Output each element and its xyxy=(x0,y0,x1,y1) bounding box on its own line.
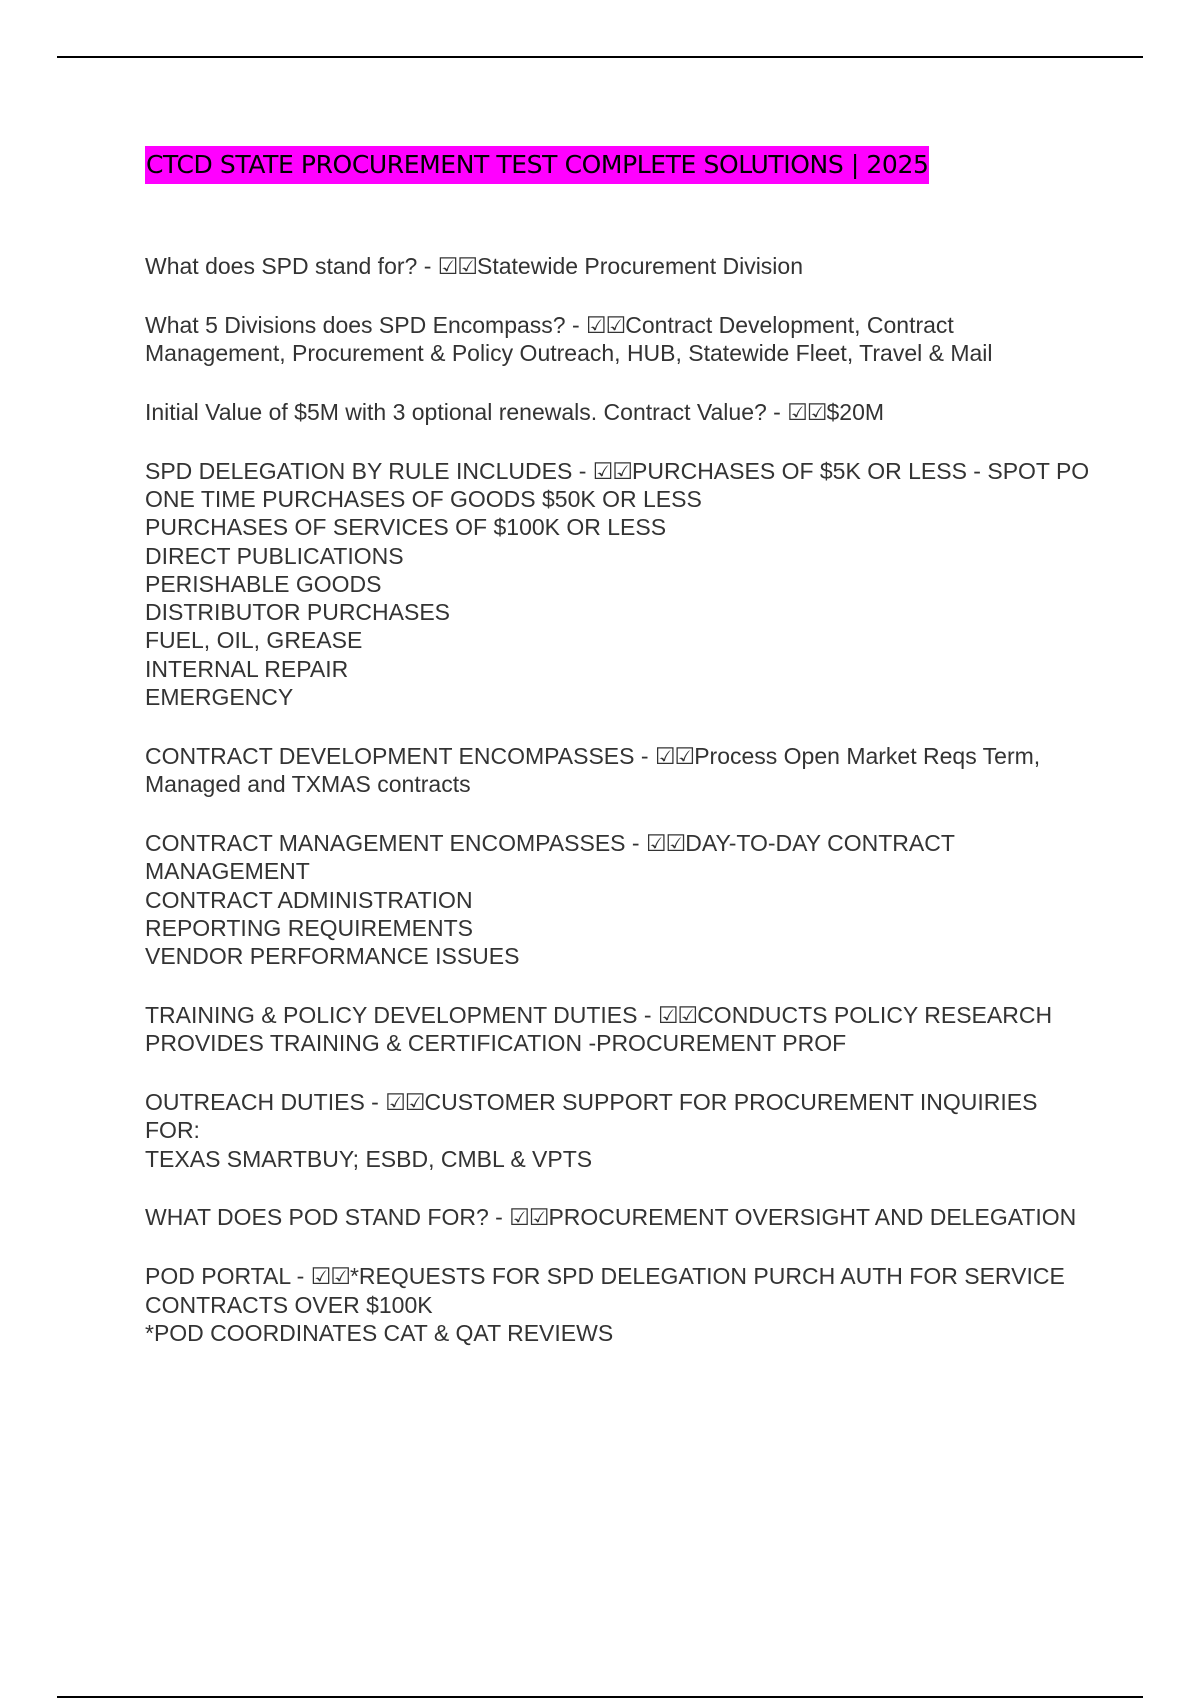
answer-text: Contract Development, Contract Management, Procurement & Policy Outreach, HUB, Statewide Fleet, Travel & Mail xyxy=(145,311,993,367)
checkmark-icon: ☑☑ xyxy=(310,1263,350,1290)
qa-answer-line xyxy=(145,886,1095,914)
qa-item xyxy=(145,1001,1095,1058)
qa-item xyxy=(145,742,1095,799)
qa-item xyxy=(145,252,1095,280)
qa-answer-line xyxy=(145,626,1095,654)
qa-line-first: SPD DELEGATION BY RULE INCLUDES - ☑☑PURCHASES OF $5K OR LESS - SPOT PO xyxy=(145,457,1090,484)
question-text: POD PORTAL xyxy=(145,1263,291,1290)
question-text: CONTRACT DEVELOPMENT ENCOMPASSES xyxy=(145,742,635,769)
question-text: What does SPD stand for? xyxy=(145,253,418,279)
answer-text: TEXAS SMARTBUY; ESBD, CMBL & VPTS xyxy=(145,1145,593,1172)
qa-item xyxy=(145,829,1095,970)
document-title: CTCD STATE PROCUREMENT TEST COMPLETE SOLUTIONS | 2025 xyxy=(145,146,929,184)
answer-text: Statewide Procurement Division xyxy=(477,253,803,279)
answer-text: DAY-TO-DAY CONTRACT MANAGEMENT xyxy=(145,829,955,885)
qa-item xyxy=(145,1203,1095,1231)
answer-text: *POD COORDINATES CAT & QAT REVIEWS xyxy=(145,1319,614,1346)
checkmark-icon: ☑☑ xyxy=(509,1204,549,1231)
qa-line-first: What 5 Divisions does SPD Encompass? - ☑☑Contract Development, Contract Management, Procurement & Policy Outreach, HUB, Statewide Fleet, Travel & Mail xyxy=(145,311,993,367)
qa-line-first: What does SPD stand for? - ☑☑Statewide Procurement Division xyxy=(145,253,803,279)
checkmark-icon: ☑☑ xyxy=(645,829,686,856)
qa-line-first: POD PORTAL - ☑☑*REQUESTS FOR SPD DELEGATION PURCH AUTH FOR SERVICE CONTRACTS OVER $100K xyxy=(145,1263,1065,1318)
qa-item xyxy=(145,1262,1095,1347)
answer-text: DISTRIBUTOR PURCHASES xyxy=(145,599,451,626)
qa-answer-line xyxy=(145,683,1095,711)
answer-text: PERISHABLE GOODS xyxy=(145,570,382,597)
qa-line-first: OUTREACH DUTIES - ☑☑CUSTOMER SUPPORT FOR PROCUREMENT INQUIRIES FOR: xyxy=(145,1089,1038,1144)
answer-text: PURCHASES OF SERVICES OF $100K OR LESS xyxy=(145,514,667,541)
qa-answer-line xyxy=(145,485,1095,513)
qa-answer-line xyxy=(145,598,1095,626)
answer-text: FUEL, OIL, GREASE xyxy=(145,627,363,654)
page-bottom-rule xyxy=(57,1696,1143,1698)
qa-line-first: CONTRACT DEVELOPMENT ENCOMPASSES - ☑☑Process Open Market Reqs Term, Managed and TXMAS contracts xyxy=(145,742,1041,798)
answer-text: CONDUCTS POLICY RESEARCH xyxy=(697,1001,1053,1028)
qa-answer-line xyxy=(145,942,1095,970)
answer-text: *REQUESTS FOR SPD DELEGATION PURCH AUTH FOR SERVICE CONTRACTS OVER $100K xyxy=(145,1263,1065,1318)
qa-answer-line xyxy=(145,1029,1095,1057)
question-text: What 5 Divisions does SPD Encompass? xyxy=(145,311,566,338)
qa-answer-line xyxy=(145,542,1095,570)
answer-text: VENDOR PERFORMANCE ISSUES xyxy=(145,943,520,970)
page-top-rule xyxy=(57,56,1143,58)
qa-line-first: WHAT DOES POD STAND FOR? - ☑☑PROCUREMENT OVERSIGHT AND DELEGATION xyxy=(145,1204,1077,1231)
answer-text: PROCUREMENT OVERSIGHT AND DELEGATION xyxy=(548,1204,1077,1231)
qa-answer-line xyxy=(145,1319,1095,1347)
qa-answer-line xyxy=(145,655,1095,683)
answer-text: INTERNAL REPAIR xyxy=(145,655,349,682)
qa-item xyxy=(145,311,1095,368)
qa-answer-line xyxy=(145,513,1095,541)
qa-list xyxy=(145,252,1095,1378)
checkmark-icon: ☑☑ xyxy=(654,742,695,769)
qa-line-first: Initial Value of $5M with 3 optional renewals. Contract Value? - ☑☑$20M xyxy=(145,398,885,425)
question-text: WHAT DOES POD STAND FOR? xyxy=(145,1204,489,1231)
checkmark-icon: ☑☑ xyxy=(592,457,633,484)
question-text: Initial Value of $5M with 3 optional renewals. Contract Value? xyxy=(145,398,767,425)
checkmark-icon: ☑☑ xyxy=(787,398,827,425)
answer-text: DIRECT PUBLICATIONS xyxy=(145,542,404,569)
answer-text: REPORTING REQUIREMENTS xyxy=(145,914,473,941)
question-text: TRAINING & POLICY DEVELOPMENT DUTIES xyxy=(145,1001,638,1028)
answer-text: EMERGENCY xyxy=(145,684,294,711)
question-text: SPD DELEGATION BY RULE INCLUDES xyxy=(145,457,573,484)
question-text: CONTRACT MANAGEMENT ENCOMPASSES xyxy=(145,829,626,856)
qa-answer-line xyxy=(145,1145,1095,1173)
checkmark-icon: ☑☑ xyxy=(586,311,626,338)
qa-answer-line xyxy=(145,570,1095,598)
qa-item xyxy=(145,1088,1095,1173)
qa-line-first: TRAINING & POLICY DEVELOPMENT DUTIES - ☑☑CONDUCTS POLICY RESEARCH xyxy=(145,1001,1053,1028)
answer-text: CUSTOMER SUPPORT FOR PROCUREMENT INQUIRIES FOR: xyxy=(145,1089,1038,1144)
answer-text: CONTRACT ADMINISTRATION xyxy=(145,886,473,913)
answer-text: PURCHASES OF $5K OR LESS - SPOT PO xyxy=(632,457,1090,484)
qa-line-first: CONTRACT MANAGEMENT ENCOMPASSES - ☑☑DAY-TO-DAY CONTRACT MANAGEMENT xyxy=(145,829,955,885)
qa-item xyxy=(145,398,1095,426)
qa-answer-line xyxy=(145,914,1095,942)
question-text: OUTREACH DUTIES xyxy=(145,1089,365,1116)
checkmark-icon: ☑☑ xyxy=(437,253,478,279)
answer-text: PROVIDES TRAINING & CERTIFICATION -PROCUREMENT PROF xyxy=(145,1030,847,1057)
answer-text: Process Open Market Reqs Term, Managed and TXMAS contracts xyxy=(145,742,1041,798)
checkmark-icon: ☑☑ xyxy=(657,1001,698,1028)
checkmark-icon: ☑☑ xyxy=(385,1089,425,1116)
answer-text: ONE TIME PURCHASES OF GOODS $50K OR LESS xyxy=(145,485,702,512)
answer-text: $20M xyxy=(826,398,885,425)
qa-item xyxy=(145,457,1095,712)
